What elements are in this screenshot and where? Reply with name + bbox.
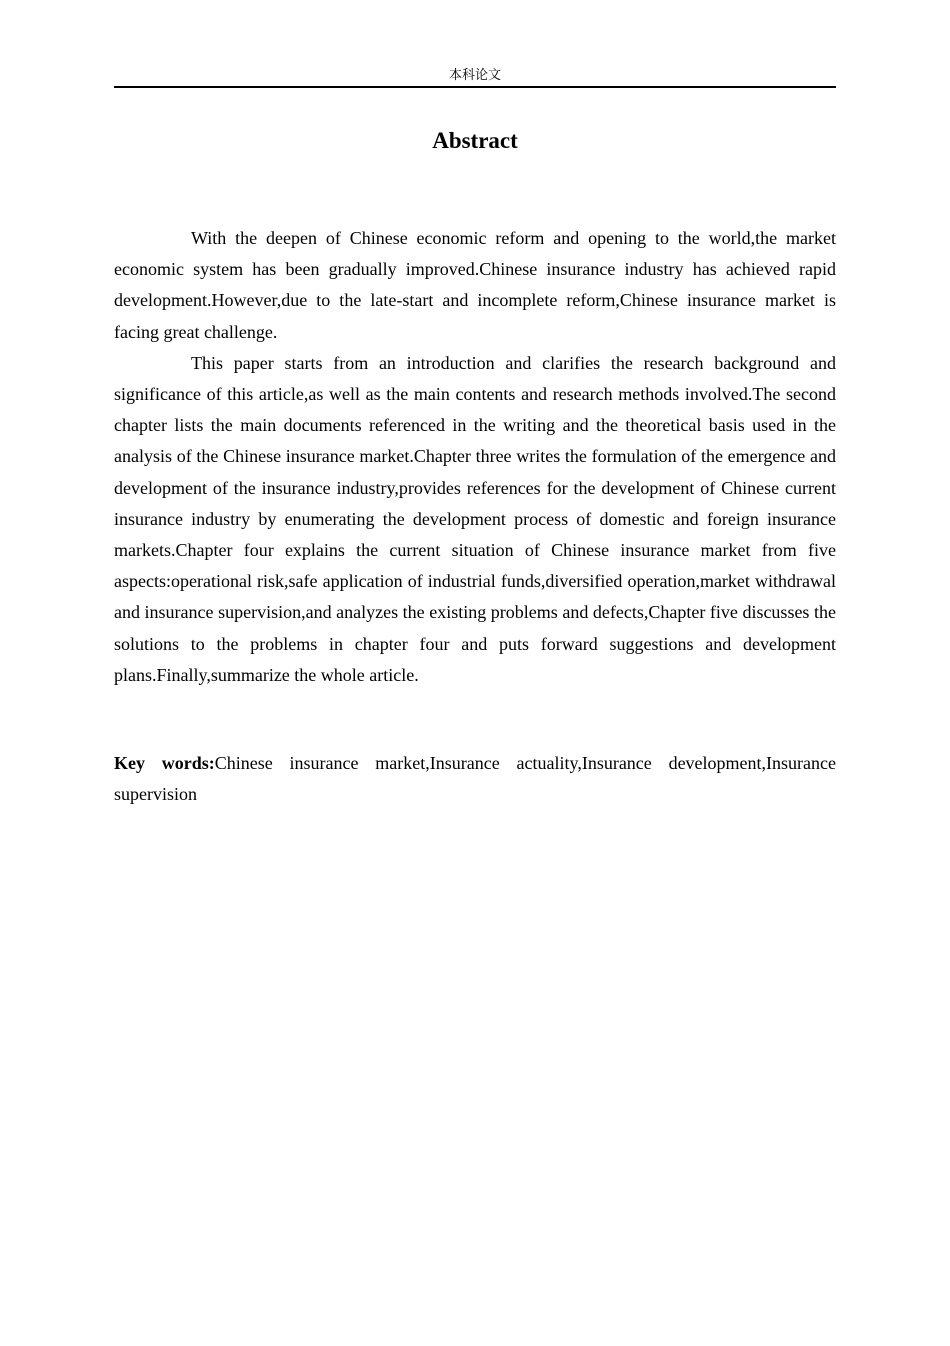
abstract-paragraph-1: With the deepen of Chinese economic reform and opening to the world,the market economic system has been gradually improved.Chinese insurance industry has achieved rapid development.However,due to the late-start and incomplete reform,Chinese insurance market is facing great challenge. [114,228,836,342]
abstract-paragraph-2: This paper starts from an introduction and clarifies the research background and significance of this article,as well as the main contents and research methods involved.The second chapter lists the main documents referenced in the writing and the theoretical basis used in the analysis of the Chinese insurance market.Chapter three writes the formulation of the emergence and development of the insurance industry,provides references for the development of Chinese current insurance industry by enumerating the development process of domestic and foreign insurance markets.Chapter four explains the current situation of Chinese insurance market from five aspects:operational risk,safe application of industrial funds,diversified operation,market withdrawal and insurance supervision,and analyzes the existing problems and defects,Chapter five discusses the solutions to the problems in chapter four and puts forward suggestions and development plans.Finally,summarize the whole article. [114,352,836,685]
keywords-text: Chinese insurance market,Insurance actuality,Insurance development,Insurance supervision [114,753,836,805]
abstract-title: Abstract [432,128,518,153]
header-text: 本科论文 [448,68,501,83]
keywords-label: Key words: [114,753,215,773]
keywords [114,748,836,810]
page-header [114,66,836,88]
abstract-body [114,223,836,691]
